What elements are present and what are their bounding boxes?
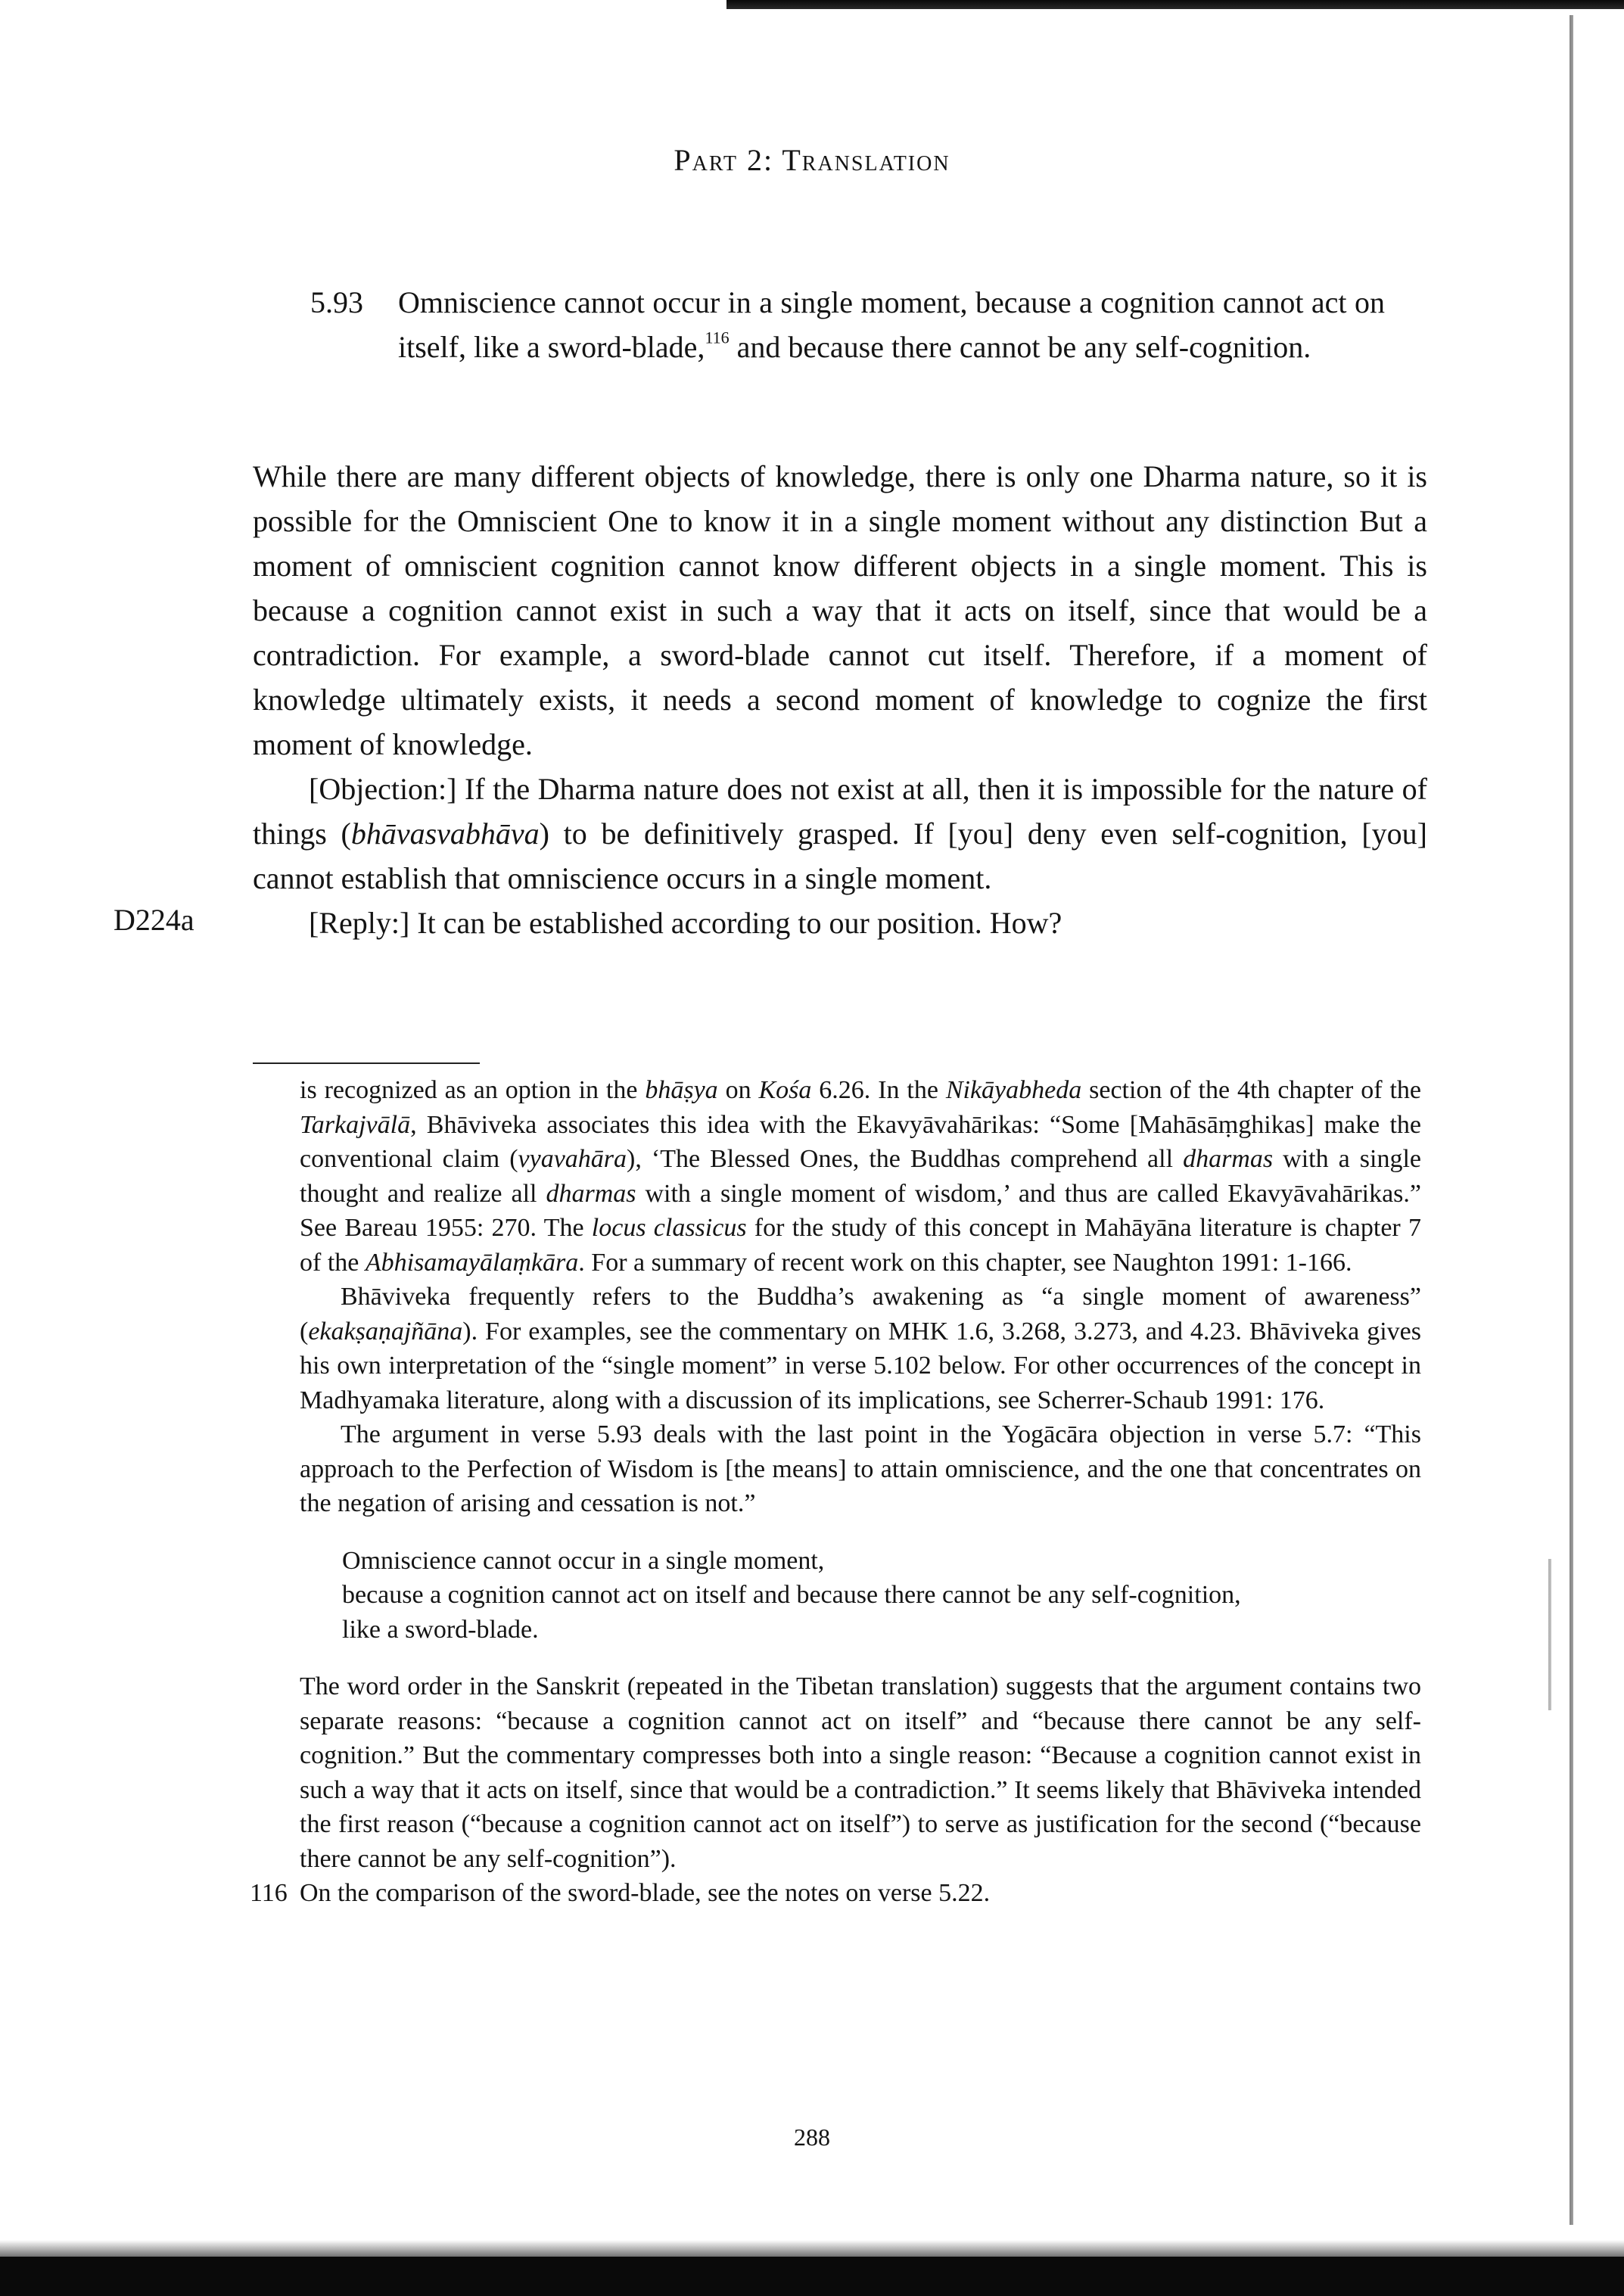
footnote-116-text: On the comparison of the sword-blade, see the notes on verse 5.22.: [300, 1879, 991, 1907]
quote-line: like a sword-blade.: [342, 1615, 539, 1644]
scan-edge-right: [1570, 15, 1573, 2225]
footnote-paragraph-3: The argument in verse 5.93 deals with the last point in the Yogācāra objection in verse 5.7: “This approach to the Perfection of Wisdom is [the means] to attain omniscience, and the one that concentrates on the negation of arising and cessation is not.”: [300, 1420, 1421, 1517]
margin-folio-reference: D224a: [114, 903, 194, 937]
objection-text-b: ) to be definitively grasped. If [you] deny even self-cognition, [you] cannot establish that omniscience occurs in a single moment.: [253, 817, 1428, 895]
footnote-continuation: is recognized as an option in the bhāṣya on Kośa 6.26. In the Nikāyabheda section of the 4th chapter of the Tarkajvālā, Bhāviveka associates this idea with the Ekavyāvahārikas: “Some [Mahāsāṃghikas] make the conventional claim (vyavahāra), ‘The Blessed Ones, the Buddhas comprehend all dharmas with a single thought and realize all dharmas with a single moment of wisdom,’ and thus are called Ekavyāvahārikas.” See Bareau 1955: 270. The locus classicus for the study of this concept in Mahāyāna literature is chapter 7 of the Abhisamayālaṃkāra. For a summary of recent work on this chapter, see Naughton 1991: 1-166.: [300, 1076, 1422, 1277]
scan-edge-bottom: [0, 2257, 1624, 2296]
running-head: Part 2: Translation: [674, 143, 950, 177]
verse-number: 5.93: [310, 285, 363, 319]
verse-text: [398, 280, 1385, 369]
commentary-paragraph-objection: [253, 767, 1427, 901]
commentary: [253, 454, 1427, 945]
footnote-rule: [253, 1062, 480, 1064]
verse-text-b: and because there cannot be any self-cognition.: [729, 330, 1311, 364]
footnote-116-number: 116: [250, 1879, 288, 1907]
footnote-paragraph-4: The word order in the Sanskrit (repeated in the Tibetan translation) suggests that the argument contains two separate reasons: “because a cognition cannot act on itself” and “because there cannot be any self-cognition.” But the commentary compresses both into a single reason: “Because a cognition cannot exist in such a way that it acts on itself, since that would be a contradiction.” It seems likely that Bhāviveka intended the first reason (“because a cognition cannot act on itself”) to serve as justification for the second (“because there cannot be any self-cognition”).: [300, 1672, 1421, 1873]
verse-text-a: Omniscience cannot occur in a single moment, because a cognition cannot act on itself, like a sword-blade,: [398, 285, 1385, 364]
commentary-paragraph-1: While there are many different objects of knowledge, there is only one Dharma nature, so it is possible for the Omniscient One to know it in a single moment without any distinction But a moment of omniscient cognition cannot know different objects in a single moment. This is because a cognition cannot exist in such a way that it acts on itself, since that would be a contradiction. For example, a sword-blade cannot cut itself. Therefore, if a moment of knowledge ultimately exists, it needs a second moment of knowledge to cognize the first moment of knowledge.: [253, 459, 1427, 761]
objection-text-a: [Objection:] If the Dharma nature does not exist at all, then it is impossible for the nature of things (: [253, 772, 1427, 851]
scan-edge-top: [726, 0, 1624, 9]
commentary-paragraph-reply: [Reply:] It can be established according to our position. How?: [309, 906, 1062, 940]
footnote-ref-116[interactable]: 116: [705, 328, 730, 347]
footnote-block-quote: [342, 1544, 1421, 1647]
quote-line: because a cognition cannot act on itself and because there cannot be any self-cognition,: [342, 1581, 1241, 1609]
verse-block: [310, 280, 1385, 369]
scan-edge-right-faint: [1548, 1559, 1551, 1710]
footnote-paragraph-2: Bhāviveka frequently refers to the Buddha’s awakening as “a single moment of awareness” (ekakṣaṇajñāna). For examples, see the commentary on MHK 1.6, 3.268, 3.273, and 4.23. Bhāviveka gives his own interpretation of the “single moment” in verse 5.102 below. For other occurrences of the concept in Madhyamaka literature, along with a discussion of its implications, see Scherrer-Schaub 1991: 176.: [300, 1283, 1421, 1414]
footnote-116: [250, 1876, 1421, 1911]
sanskrit-term: bhāvasvabhāva: [350, 817, 540, 851]
quote-line: Omniscience cannot occur in a single moment,: [342, 1546, 825, 1575]
page-number: 288: [794, 2123, 830, 2151]
footnotes: [250, 1073, 1422, 1911]
